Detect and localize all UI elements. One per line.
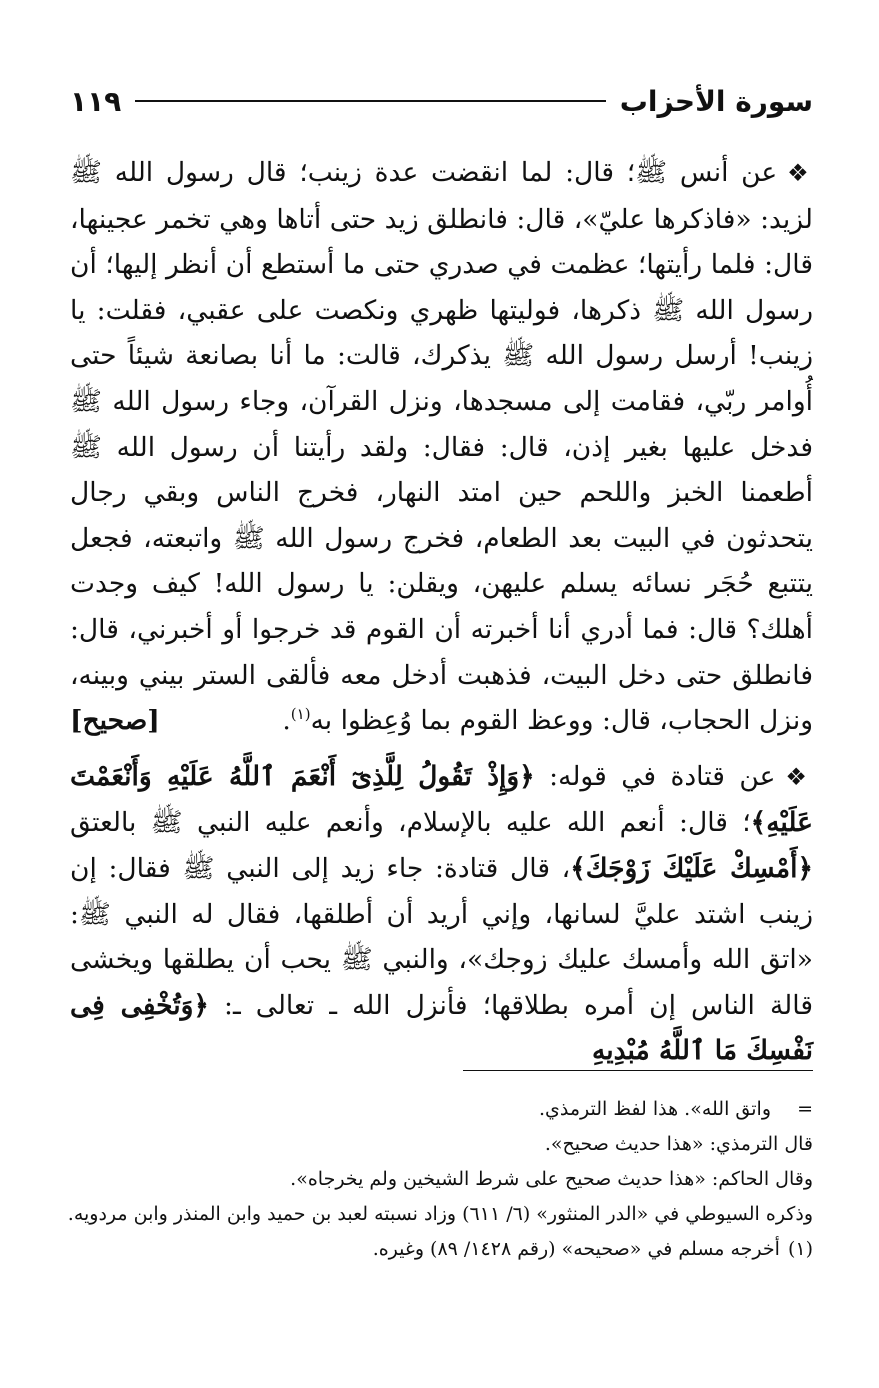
footnote-1-text: أخرجه مسلم في «صحيحه» (رقم ١٤٢٨/ ٨٩) وغيره. [372,1238,780,1260]
hadith-2-text-2: ؛ قال: أنعم الله عليه بالإسلام، وأنعم عليه النبي ﷺ بالعتق [70,807,751,839]
quran-quote-3: ﴿وَتُخْفِى فِى نَفْسِكَ مَا ٱللَّهُ مُبْدِيهِ [70,989,813,1067]
footnote-line: وذكره السيوطي في «الدر المنثور» (٦/ ٦١١) وزاد نسبته لعبد بن حميد وابن المنذر وابن مردويه. [67,1203,813,1225]
hadith-2-text-1: عن قتادة في قوله: [534,760,776,792]
footnote-1 [66,1232,813,1267]
footnote-1-number: (١) [787,1238,813,1260]
hadith-1-text: عن أنس ﷺ؛ قال: لما انقضت عدة زينب؛ قال رسول الله ﷺ لزيد: «فاذكرها عليّ»، قال: فانطلق زيد حتى أتاها وهي تخمر عجينها، قال: فلما رأيتها؛ عظمت في صدري حتى ما أستطع أن أنظر إليها؛ أن رسول الله ﷺ ذكرها، فوليتها ظهري ونكصت على عقبي، فقلت: يا زينب! أرسل رسول الله ﷺ يذكرك، قالت: ما أنا بصانعة شيئاً حتى أُوامر ربّي، فقامت إلى مسجدها، ونزل القرآن، وجاء رسول الله ﷺ فدخل عليها بغير إذن، قال: فقال: ولقد رأيتنا أن رسول الله ﷺ أطعمنا الخبز واللحم حين امتد النهار، فخرج الناس وبقي رجال يتحدثون في البيت بعد الطعام، فخرج رسول الله ﷺ واتبعته، فجعل يتتبع حُجَر نسائه يسلم عليهن، ويقلن: يا رسول الله! كيف وجدت أهلك؟ قال: فما أدري أنا أخبرته أن القوم قد خرجوا أو أخبرني، قال: فانطلق حتى دخل البيت، فذهبت أدخل معه فألقى الستر بيني وبينه، ونزل الحجاب، قال: ووعظ القوم بما وُعِظوا به [70,157,813,737]
surah-title: سورة الأحزاب [619,84,813,118]
grade-badge: [صحيح] [70,705,160,737]
footnote-separator [463,1070,813,1071]
hadith-2-text-3: ، قال قتادة: جاء زيد إلى النبي ﷺ فقال: إن زينب اشتد عليَّ لسانها، وإني أريد أن أطلقها، فقال له النبي ﷺ: «اتق الله وأمسك عليك زوجك»، والنبي ﷺ يحب أن يطلقها ويخشى قالة الناس إن أمره بطلاقها؛ فأنزل الله ـ تعالى ـ: [70,852,813,1021]
footnote-line: وقال الحاكم: «هذا حديث صحيح على شرط الشيخين ولم يخرجاه». [290,1168,813,1190]
diamond-bullet-icon: ❖ [785,762,813,791]
footnote-ref-1: (١) [290,705,311,724]
hadith-paragraph-1 [70,150,813,744]
hadith-1-end: . [282,705,291,737]
quran-quote-1: ﴿وَإِذْ تَقُولُ لِلَّذِىٓ أَنْعَمَ ٱللَّهُ عَلَيْهِ وَأَنْعَمْتَ عَلَيْهِ﴾ [70,760,813,839]
quran-quote-2: ﴿أَمْسِكْ عَلَيْكَ زَوْجَكَ﴾ [570,852,814,884]
running-header [70,78,813,124]
footnote-line: واتق الله». هذا لفظ الترمذي. [538,1098,771,1120]
footnote-line: قال الترمذي: «هذا حديث صحيح». [544,1133,813,1155]
continuation-mark: = [797,1098,813,1120]
header-rule [135,100,605,102]
footnotes [66,1092,813,1267]
diamond-bullet-icon: ❖ [787,159,813,187]
page-number: ١١٩ [70,84,122,118]
footnote-continuation-line [66,1092,813,1127]
hadith-paragraph-2 [70,754,813,1074]
main-text [70,150,813,1074]
